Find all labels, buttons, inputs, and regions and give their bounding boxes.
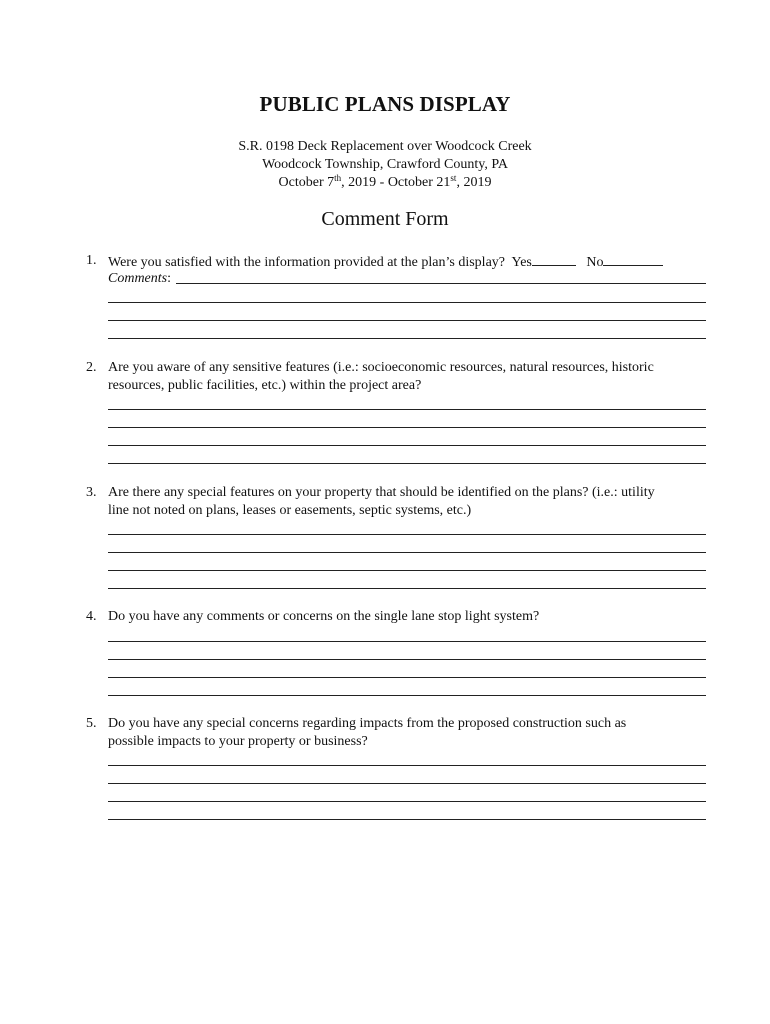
yes-blank[interactable] <box>532 252 576 266</box>
page-title: PUBLIC PLANS DISPLAY <box>259 92 511 116</box>
question-text <box>108 252 708 272</box>
project-location: Woodcock Township, Crawford County, PA <box>262 157 508 172</box>
answer-line[interactable] <box>108 801 706 802</box>
question-text-cont: possible impacts to your property or business? <box>108 734 368 749</box>
date-range-mid: , 2019 - October 21 <box>341 175 451 190</box>
question-number: 4. <box>86 609 97 624</box>
answer-line[interactable] <box>108 338 706 339</box>
answer-line[interactable] <box>108 463 706 464</box>
answer-line[interactable] <box>108 695 706 696</box>
answer-line[interactable] <box>108 302 706 303</box>
answer-line[interactable] <box>108 570 706 571</box>
form-title: Comment Form <box>321 208 449 230</box>
answer-line[interactable] <box>108 588 706 589</box>
answer-line[interactable] <box>108 819 706 820</box>
answer-line[interactable] <box>108 534 706 535</box>
yes-label: Yes <box>511 255 532 270</box>
question-number: 1. <box>86 253 97 268</box>
date-start: October 7 <box>278 175 335 190</box>
question-number: 5. <box>86 716 97 731</box>
answer-line[interactable] <box>108 677 706 678</box>
answer-line[interactable] <box>108 320 706 321</box>
display-dates <box>0 175 770 191</box>
answer-line[interactable] <box>108 641 706 642</box>
question-text: Are there any special features on your property that should be identified on the plans? (i.e.: utility <box>108 485 655 500</box>
comments-colon: : <box>167 271 172 286</box>
project-name: S.R. 0198 Deck Replacement over Woodcock Creek <box>238 139 532 154</box>
question-number: 2. <box>86 360 97 375</box>
question-text: Are you aware of any sensitive features (i.e.: socioeconomic resources, natural resources, historic <box>108 360 654 375</box>
question-1-text: Were you satisfied with the information provided at the plan’s display? <box>108 255 505 270</box>
answer-line[interactable] <box>108 445 706 446</box>
no-blank[interactable] <box>603 252 663 266</box>
question-text: Do you have any comments or concerns on the single lane stop light system? <box>108 609 540 624</box>
answer-line[interactable] <box>108 783 706 784</box>
comments-row <box>108 270 171 288</box>
question-number: 3. <box>86 485 97 500</box>
question-text: Do you have any special concerns regarding impacts from the proposed construction such as <box>108 716 627 731</box>
comments-label: Comments <box>108 271 168 286</box>
question-text-cont: line not noted on plans, leases or easements, septic systems, etc.) <box>108 503 472 518</box>
answer-line[interactable] <box>108 552 706 553</box>
question-text-cont: resources, public facilities, etc.) within the project area? <box>108 378 422 393</box>
comments-field[interactable] <box>176 283 706 284</box>
date-end: , 2019 <box>456 175 492 190</box>
answer-line[interactable] <box>108 409 706 410</box>
date-end-suffix: st <box>450 173 457 183</box>
answer-line[interactable] <box>108 765 706 766</box>
answer-line[interactable] <box>108 659 706 660</box>
answer-line[interactable] <box>108 427 706 428</box>
no-label: No <box>586 255 604 270</box>
date-start-suffix: th <box>334 173 342 183</box>
